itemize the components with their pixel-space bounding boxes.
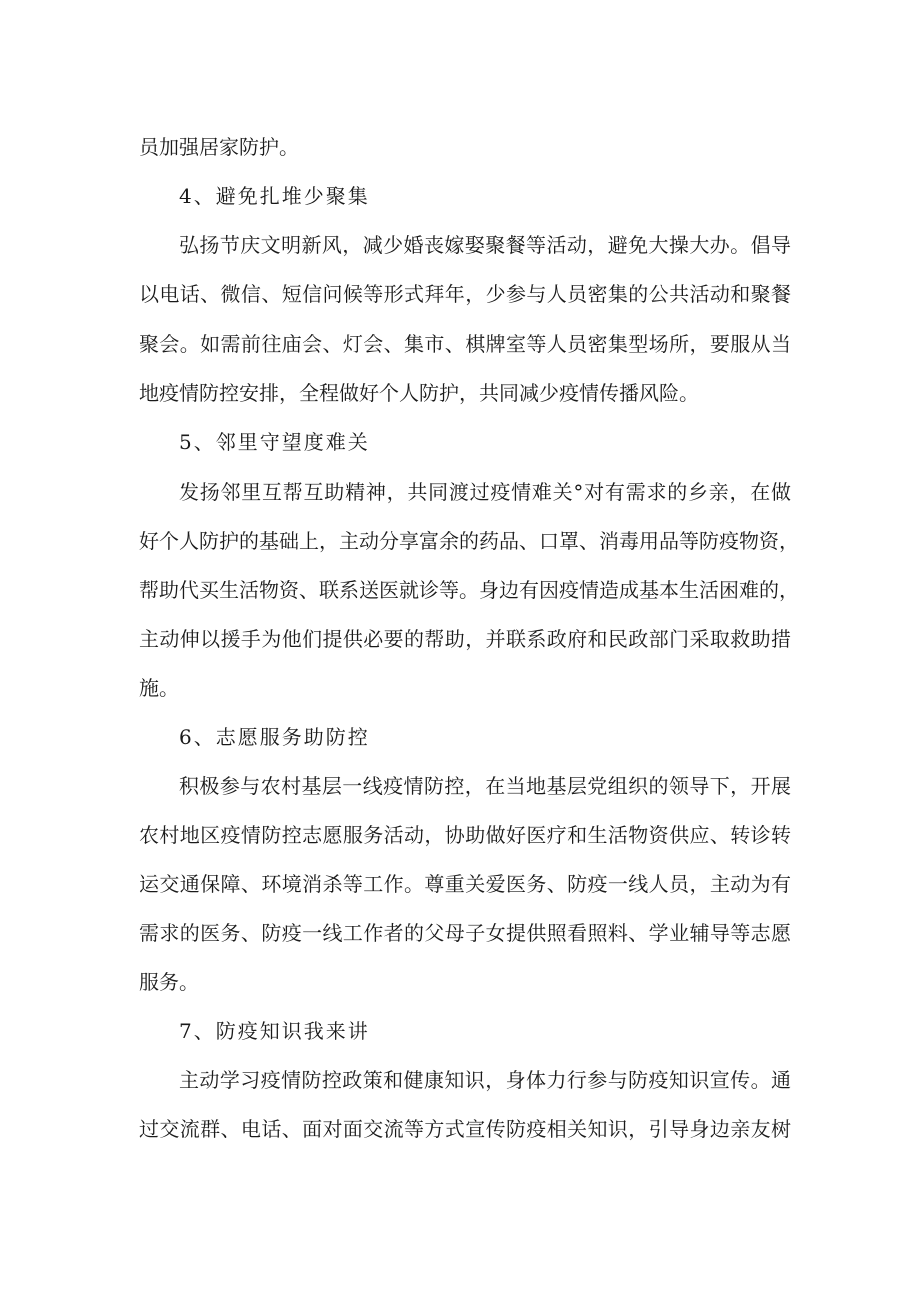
paragraph-line: 施。 — [139, 676, 179, 700]
paragraph-line: 好个人防护的基础上，主动分享富余的药品、口罩、消毒用品等防疫物资， — [139, 529, 799, 553]
paragraph-line: 主动学习疫情防控政策和健康知识，身体力行参与防疫知识宣传。通 — [179, 1068, 791, 1092]
paragraph-line: 以电话、微信、短信问候等形式拜年，少参与人员密集的公共活动和聚餐 — [139, 282, 791, 306]
paragraph-line: 发扬邻里互帮互助精神，共同渡过疫情难关°对有需求的乡亲，在做 — [179, 480, 791, 504]
paragraph-line: 积极参与农村基层一线疫情防控，在当地基层党组织的领导下，开展 — [179, 774, 791, 798]
paragraph-line: 帮助代买生活物资、联系送医就诊等。身边有因疫情造成基本生活困难的， — [139, 578, 799, 602]
paragraph-line: 主动伸以援手为他们提供必要的帮助，并联系政府和民政部门采取救助措 — [139, 627, 791, 651]
paragraph-line: 弘扬节庆文明新风，减少婚丧嫁娶聚餐等活动，避免大操大办。倡导 — [179, 233, 791, 257]
paragraph-line: 运交通保障、环境消杀等工作。尊重关爱医务、防疫一线人员，主动为有 — [139, 872, 791, 896]
paragraph-line: 农村地区疫情防控志愿服务活动，协助做好医疗和生活物资供应、转诊转 — [139, 823, 791, 847]
paragraph-line: 过交流群、电话、面对面交流等方式宣传防疫相关知识，引导身边亲友树 — [139, 1117, 791, 1141]
paragraph-line: 员加强居家防护。 — [139, 135, 299, 159]
section-heading-7: 7、防疫知识我来讲 — [179, 1019, 370, 1043]
section-heading-6: 6、志愿服务助防控 — [179, 725, 370, 749]
paragraph-line: 需求的医务、防疫一线工作者的父母子女提供照看照料、学业辅导等志愿 — [139, 921, 791, 945]
section-heading-5: 5、邻里守望度难关 — [179, 430, 370, 454]
paragraph-line: 聚会。如需前往庙会、灯会、集市、棋牌室等人员密集型场所，要服从当 — [139, 332, 791, 356]
paragraph-line: 服务。 — [139, 970, 199, 994]
paragraph-line: 地疫情防控安排，全程做好个人防护，共同减少疫情传播风险。 — [139, 381, 699, 405]
section-heading-4: 4、避免扎堆少聚集 — [179, 184, 370, 208]
